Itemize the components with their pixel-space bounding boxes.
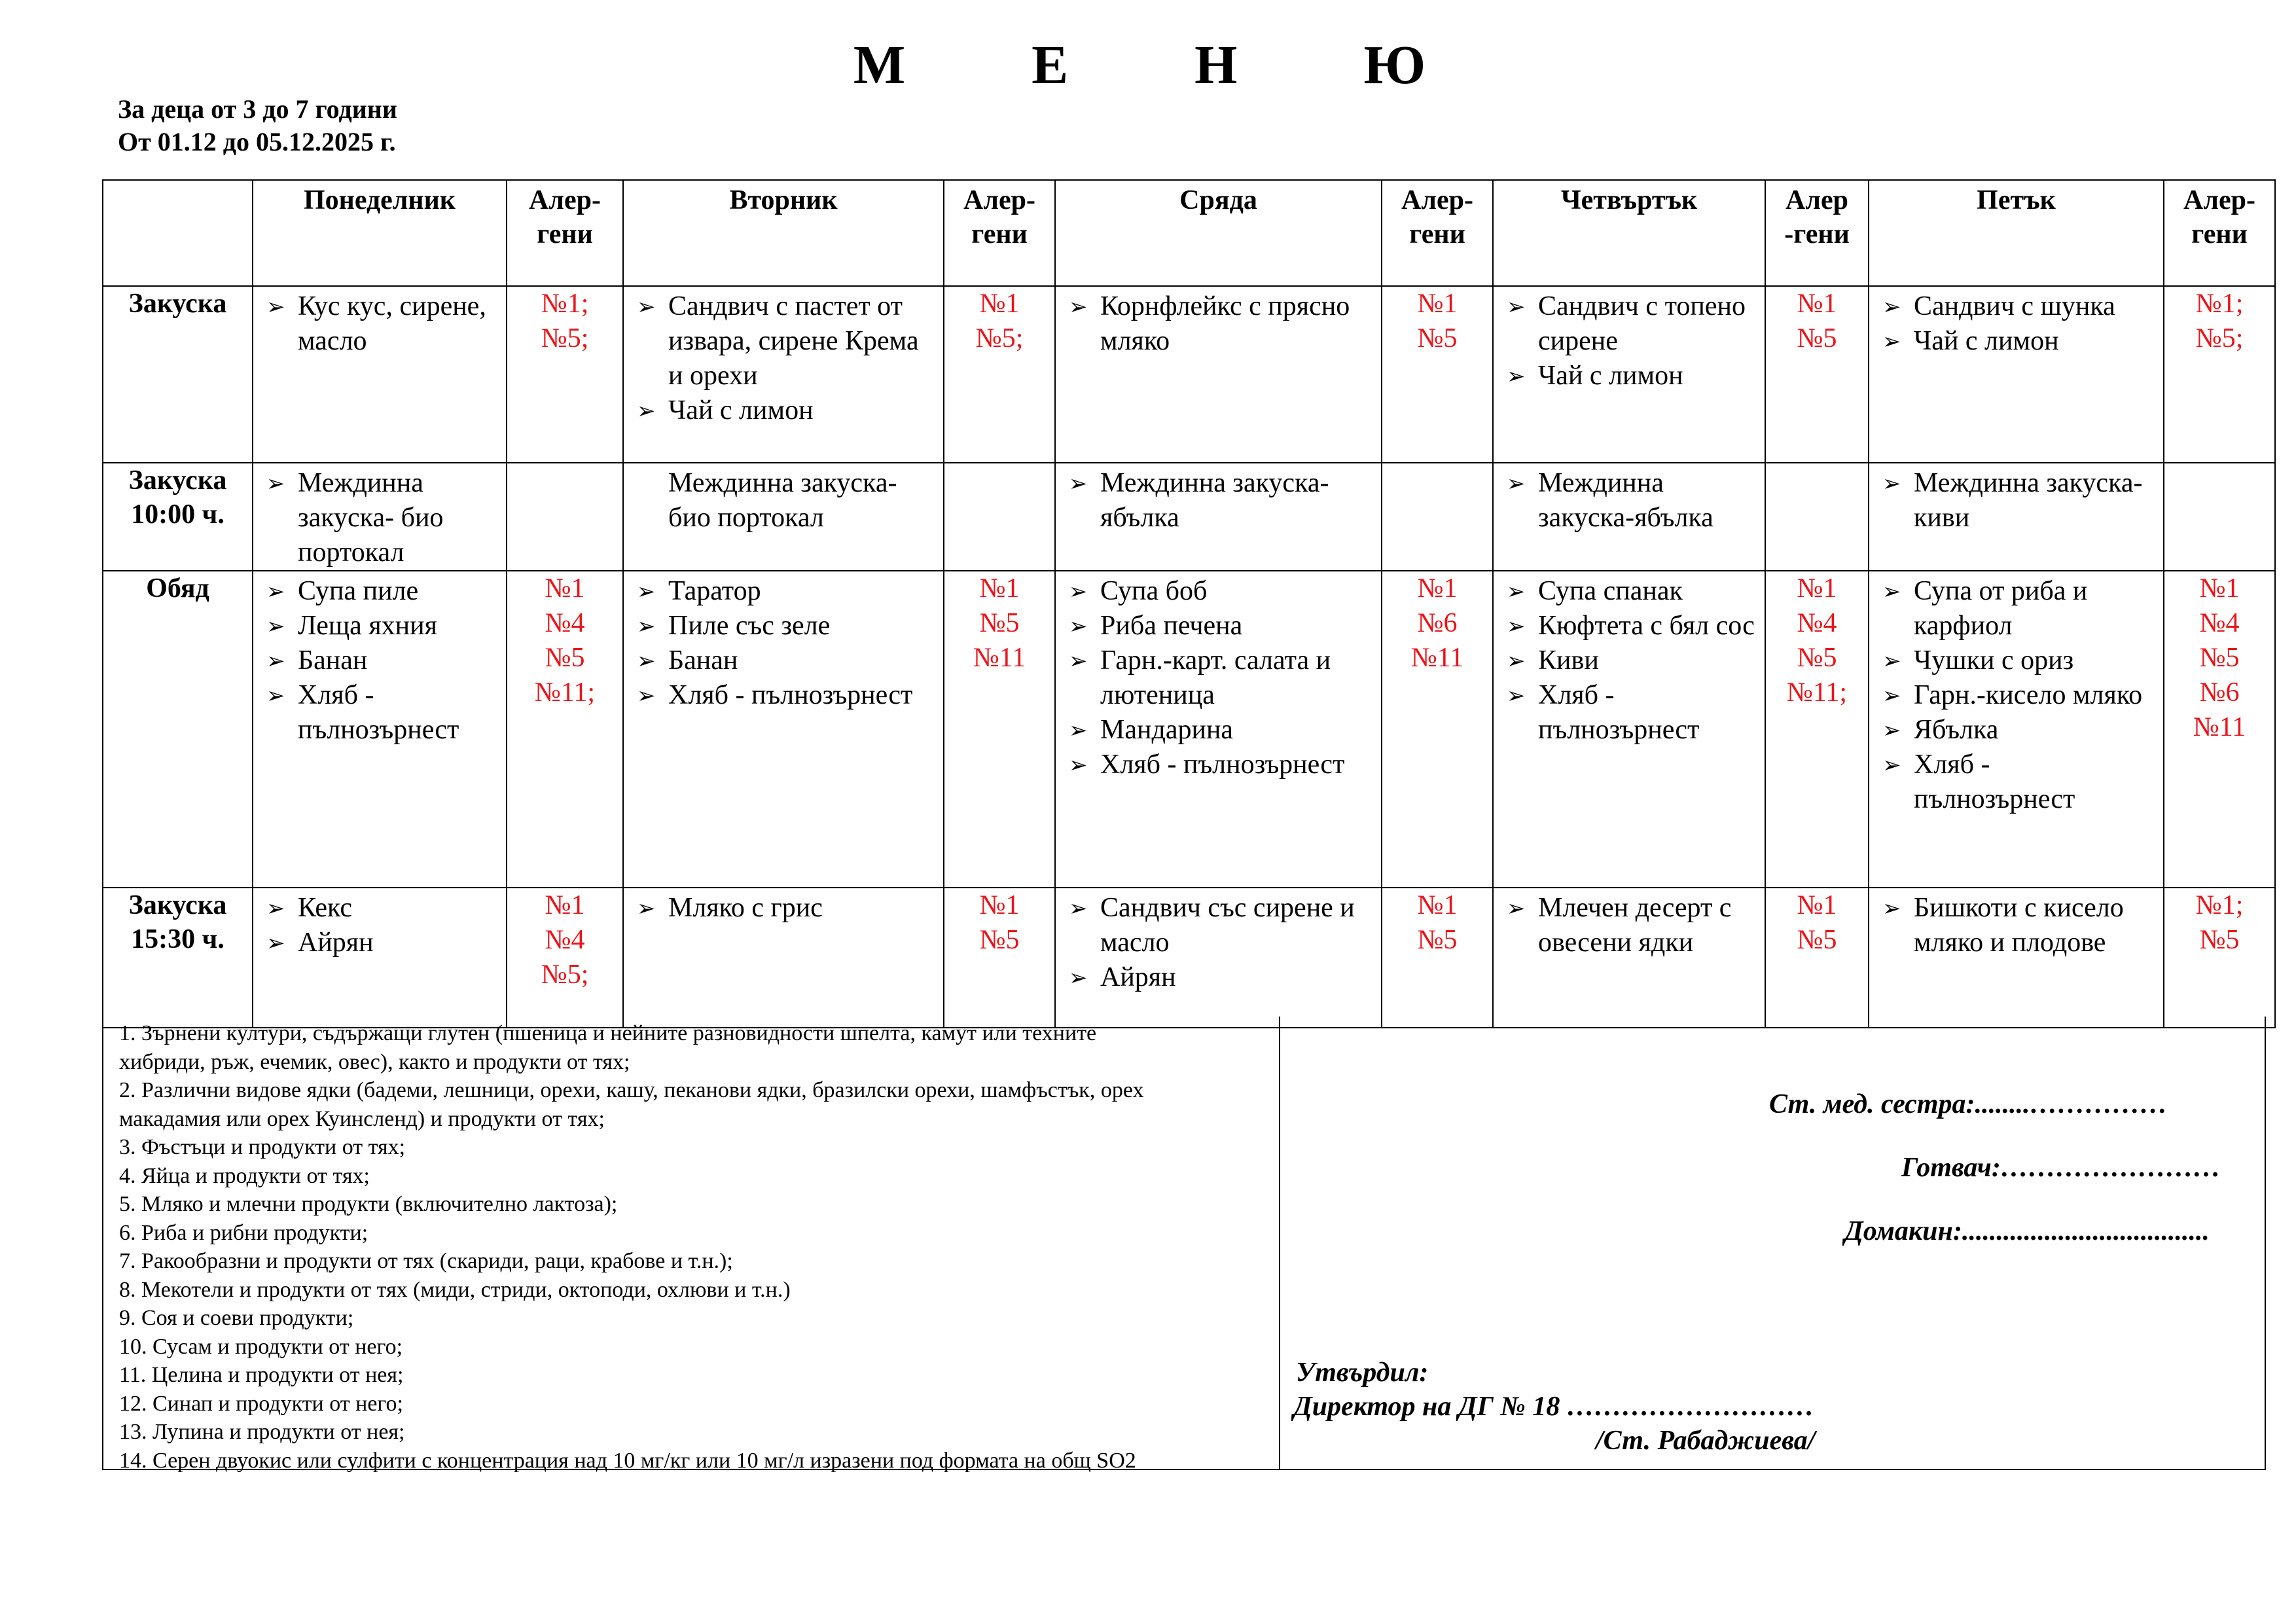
allergen-cell — [507, 286, 623, 463]
dish-item: ➢ Хляб - пълнозърнест — [298, 678, 501, 748]
nurse-signature: Ст. мед. сестра:........…………… — [1769, 1089, 2168, 1119]
allergen-code: №1 — [1417, 573, 1458, 604]
dish-item: ➢ Мандарина — [1100, 713, 1376, 748]
allergen-header: Алер- гени — [1382, 180, 1493, 286]
day-header: Петък — [1869, 180, 2164, 286]
allergen-cell — [944, 571, 1055, 888]
allergen-legend — [103, 1017, 1280, 1473]
allergen-code: №11; — [534, 677, 596, 708]
meal-row — [103, 463, 2275, 571]
allergen-code: №1 — [979, 890, 1020, 920]
dish-cell — [623, 888, 944, 1028]
dish-cell — [1493, 888, 1765, 1028]
legend-line: хибриди, ръж, ечемик, овес), както и продукти от тях; — [119, 1049, 630, 1074]
allergen-cell — [1765, 286, 1869, 463]
allergen-code: №1; — [541, 289, 589, 319]
allergen-code: №1 — [979, 289, 1020, 319]
allergen-cell — [2164, 571, 2275, 888]
dish-cell — [253, 463, 507, 571]
dish-item: ➢ Млечен десерт с овесени ядки — [1538, 891, 1759, 960]
dish-list — [1056, 463, 1381, 535]
dish-item: ➢ Кюфтета с бял сос — [1538, 609, 1759, 643]
allergen-code: №1 — [1797, 890, 1837, 920]
dish-item: ➢ Междинна закуска-ябълка — [1538, 466, 1759, 535]
dish-item: ➢ Ябълка — [1914, 713, 2158, 748]
dish-list — [624, 888, 943, 926]
allergen-cell — [1765, 888, 1869, 1028]
dish-cell — [1493, 286, 1765, 463]
dish-item: ➢ Сандвич с шунка — [1914, 289, 2158, 324]
allergen-code: №5 — [1797, 643, 1837, 673]
dish-item: ➢ Киви — [1538, 643, 1759, 678]
legend-line: 1. Зърнени култури, съдържащи глутен (пшеница и нейните разновидности шпелта, камут или техните — [119, 1021, 1097, 1045]
meal-label: Закуска — [103, 286, 253, 463]
legend-line: 7. Ракообразни и продукти от тях (скариди, раци, крабове и т.н.); — [119, 1249, 733, 1273]
allergen-code: №1 — [979, 573, 1020, 604]
dish-item: ➢ Риба печена — [1100, 609, 1376, 643]
allergen-code: №6 — [2199, 677, 2240, 708]
dish-item: ➢ Таратор — [668, 574, 938, 609]
dish-list — [253, 463, 506, 570]
dish-item: ➢ Кус кус, сирене, масло — [298, 289, 501, 359]
allergen-cell — [507, 463, 623, 571]
cook-signature: Готвач:…………………… — [1901, 1153, 2221, 1183]
dish-item: ➢ Банан — [668, 643, 938, 678]
allergen-code: №4 — [1797, 608, 1837, 638]
dish-item: ➢ Сандвич със сирене и масло — [1100, 891, 1376, 960]
allergen-code: №4 — [2199, 608, 2240, 638]
dish-cell — [1869, 463, 2164, 571]
allergen-code: №5 — [2199, 643, 2240, 673]
director-name: /Ст. Рабаджиева/ — [1596, 1426, 1816, 1456]
dish-cell — [1055, 888, 1382, 1028]
allergen-code: №11 — [1410, 643, 1464, 673]
dish-item: ➢ Гарн.-карт. салата и лютеница — [1100, 643, 1376, 713]
dish-item: ➢ Айрян — [1100, 960, 1376, 995]
allergen-code: №11 — [2193, 712, 2246, 742]
dish-list — [253, 888, 506, 960]
dish-list — [624, 571, 943, 713]
dish-item: ➢ Хляб - пълнозърнест — [668, 678, 938, 713]
dish-cell — [1869, 571, 2164, 888]
meal-row — [103, 888, 2275, 1028]
allergen-code: №5 — [1797, 323, 1837, 353]
legend-line: 4. Яйца и продукти от тях; — [119, 1163, 370, 1188]
meal-label: Закуска 15:30 ч. — [103, 888, 253, 1028]
dish-list — [1494, 888, 1765, 960]
legend-line: 5. Мляко и млечни продукти (включително лактоза); — [119, 1192, 618, 1216]
dish-list — [253, 287, 506, 359]
allergen-code: №1 — [1797, 573, 1837, 604]
dish-cell — [623, 463, 944, 571]
day-header: Вторник — [623, 180, 944, 286]
dish-item: ➢ Междинна закуска-ябълка — [1100, 466, 1376, 535]
legend-line: 13. Лупина и продукти от нея; — [119, 1420, 405, 1444]
meal-label: Обяд — [103, 571, 253, 888]
allergen-cell — [2164, 286, 2275, 463]
dish-cell — [253, 286, 507, 463]
meal-row — [103, 571, 2275, 888]
dish-cell — [1055, 286, 1382, 463]
corner-cell — [103, 180, 253, 286]
dish-cell — [1493, 571, 1765, 888]
allergen-cell — [944, 888, 1055, 1028]
allergen-code: №4 — [545, 608, 585, 638]
legend-line: 10. Сусам и продукти от него; — [119, 1334, 403, 1359]
allergen-header: Алер- гени — [2164, 180, 2275, 286]
meal-label: Закуска 10:00 ч. — [103, 463, 253, 571]
allergen-cell — [1382, 463, 1493, 571]
allergen-code: №11 — [973, 643, 1026, 673]
allergen-cell — [1382, 286, 1493, 463]
dish-item: ➢ Хляб - пълнозърнест — [1538, 678, 1759, 748]
dish-item: ➢ Корнфлейкс с прясно мляко — [1100, 289, 1376, 359]
allergen-code: №1; — [2195, 890, 2244, 920]
dish-text: Междинна закуска- био портокал — [668, 468, 897, 533]
dish-cell — [623, 286, 944, 463]
allergen-code: №6 — [1417, 608, 1458, 638]
legend-line: 9. Соя и соеви продукти; — [119, 1306, 354, 1330]
allergen-code: №5; — [541, 960, 589, 990]
dish-item: ➢ Пиле със зеле — [668, 609, 938, 643]
legend-line: 11. Целина и продукти от нея; — [119, 1363, 404, 1387]
legend-line: 6. Риба и рибни продукти; — [119, 1220, 368, 1245]
dish-list — [1494, 463, 1765, 535]
allergen-cell — [1382, 888, 1493, 1028]
dish-item: ➢ Хляб - пълнозърнест — [1100, 748, 1376, 782]
page-title: М Е Н Ю — [853, 35, 1482, 96]
allergen-code: №11; — [1786, 677, 1848, 708]
allergen-code: №4 — [545, 925, 585, 955]
allergen-code: №1 — [1417, 289, 1458, 319]
allergen-code: №5 — [545, 643, 585, 673]
menu-table — [102, 179, 2276, 1028]
dish-list — [1869, 571, 2163, 817]
dish-list — [1494, 571, 1765, 748]
footer-block — [102, 1017, 2266, 1473]
meal-row — [103, 286, 2275, 463]
dish-item: ➢ Хляб - пълнозърнест — [1914, 748, 2158, 817]
dish-list — [1869, 287, 2163, 359]
dish-cell — [1869, 286, 2164, 463]
allergen-code: №5 — [979, 925, 1020, 955]
allergen-header: Алер- гени — [507, 180, 623, 286]
dish-list — [1494, 287, 1765, 393]
dish-item: ➢ Мляко с грис — [668, 891, 938, 926]
allergen-cell — [507, 888, 623, 1028]
allergen-code: №1 — [2199, 573, 2240, 604]
allergen-cell — [944, 463, 1055, 571]
day-header: Сряда — [1055, 180, 1382, 286]
legend-line: макадамия или орех Куинсленд) и продукти от тях; — [119, 1106, 605, 1131]
dish-item: ➢ Чушки с ориз — [1914, 643, 2158, 678]
allergen-cell — [1765, 571, 1869, 888]
dish-item: ➢ Междинна закуска-киви — [1914, 466, 2158, 535]
dish-item: ➢ Супа пиле — [298, 574, 501, 609]
allergen-cell — [1382, 571, 1493, 888]
dish-item: ➢ Кекс — [298, 891, 501, 926]
dish-item: ➢ Чай с лимон — [1914, 324, 2158, 359]
dish-cell — [623, 571, 944, 888]
dish-list — [1056, 571, 1381, 782]
allergen-code: №5 — [1417, 925, 1458, 955]
allergen-code: №1 — [545, 573, 585, 604]
dish-list — [253, 571, 506, 748]
allergen-code: №1 — [1797, 289, 1837, 319]
allergen-cell — [2164, 888, 2275, 1028]
allergen-cell — [944, 286, 1055, 463]
allergen-code: №5 — [2199, 925, 2240, 955]
legend-line: 3. Фъстъци и продукти от тях; — [119, 1135, 406, 1159]
dish-cell — [253, 888, 507, 1028]
dish-list — [1869, 888, 2163, 960]
allergen-code: №5 — [1417, 323, 1458, 353]
dish-list — [624, 287, 943, 428]
legend-line: 12. Синап и продукти от него; — [119, 1391, 403, 1416]
dish-item: ➢ Междинна закуска- био портокал — [298, 466, 501, 570]
housekeeper-signature: Домакин:.................................... — [1844, 1216, 2210, 1246]
dish-item: ➢ Чай с лимон — [1538, 359, 1759, 393]
dish-item: ➢ Супа боб — [1100, 574, 1376, 609]
dish-cell — [1055, 463, 1382, 571]
allergen-header: Алер -гени — [1765, 180, 1869, 286]
dish-item: ➢ Чай с лимон — [668, 393, 938, 428]
dish-item: ➢ Айрян — [298, 926, 501, 960]
allergen-header: Алер- гени — [944, 180, 1055, 286]
legend-line: 14. Серен двуокис или сулфити с концентрация над 10 мг/кг или 10 мг/л изразени под формата на общ SO2 — [119, 1448, 1136, 1473]
allergen-code: №5 — [979, 608, 1020, 638]
allergen-code: №1; — [2195, 289, 2244, 319]
legend-line: 8. Мекотели и продукти от тях (миди, стриди, октоподи, охлюви и т.н.) — [119, 1277, 791, 1302]
dish-item: ➢ Гарн.-кисело мляко — [1914, 678, 2158, 713]
day-header: Понеделник — [253, 180, 507, 286]
allergen-cell — [2164, 463, 2275, 571]
dish-item: ➢ Сандвич с топено сирене — [1538, 289, 1759, 359]
allergen-code: №1 — [1417, 890, 1458, 920]
allergen-cell — [1765, 463, 1869, 571]
director-signature: Директор на ДГ № 18 ……………………… — [1293, 1392, 1814, 1422]
dish-cell — [1869, 888, 2164, 1028]
legend-line: 2. Различни видове ядки (бадеми, лешници, орехи, кашу, пеканови ядки, бразилски орехи, шамфъстък, орех — [119, 1078, 1144, 1102]
allergen-code: №5; — [975, 323, 1024, 353]
dish-item: ➢ Банан — [298, 643, 501, 678]
approved-label: Утвърдил: — [1296, 1358, 1429, 1388]
dish-cell — [1493, 463, 1765, 571]
dish-item: ➢ Бишкоти с кисело мляко и плодове — [1914, 891, 2158, 960]
dish-item: ➢ Супа от риба и карфиол — [1914, 574, 2158, 643]
header-row — [103, 180, 2275, 286]
allergen-cell — [507, 571, 623, 888]
dish-list — [1056, 888, 1381, 995]
day-header: Четвъртък — [1493, 180, 1765, 286]
dish-cell — [1055, 571, 1382, 888]
date-range: От 01.12 до 05.12.2025 г. — [118, 127, 396, 156]
allergen-code: №5 — [1797, 925, 1837, 955]
dish-list — [1056, 287, 1381, 359]
allergen-code: №1 — [545, 890, 585, 920]
dish-list — [1869, 463, 2163, 535]
dish-item: ➢ Супа спанак — [1538, 574, 1759, 609]
dish-item: ➢ Сандвич с пастет от извара, сирене Крема и орехи — [668, 289, 938, 393]
age-group: За деца от 3 до 7 години — [118, 94, 397, 124]
allergen-code: №5; — [541, 323, 589, 353]
dish-item: ➢ Леща яхния — [298, 609, 501, 643]
allergen-code: №5; — [2195, 323, 2244, 353]
dish-cell — [253, 571, 507, 888]
